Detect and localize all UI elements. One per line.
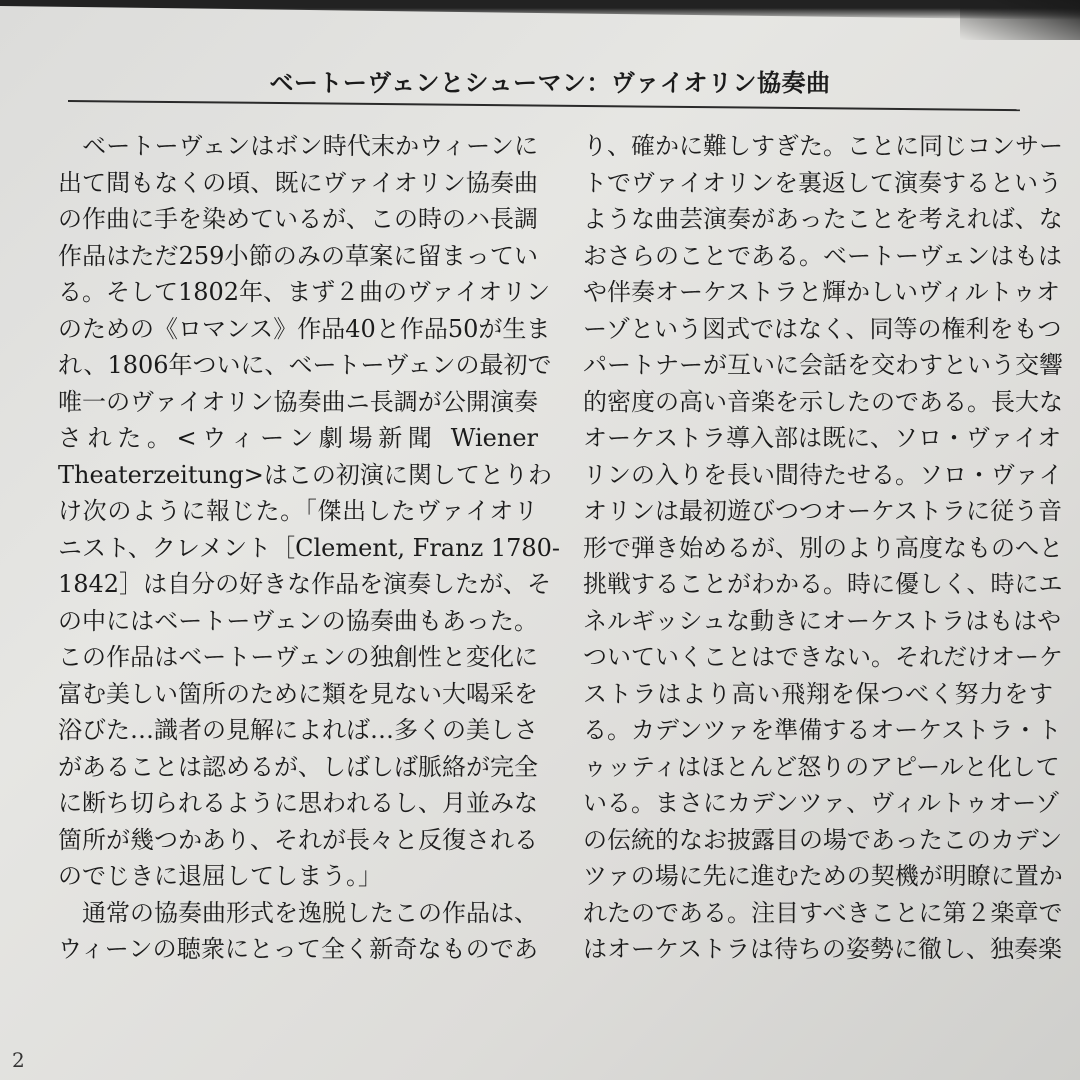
right-column [583,128,1063,968]
left-column-line: の中にはベートーヴェンの協奏曲もあった。 [58,606,538,635]
left-column-line: の作曲に手を染めているが、この時のハ長調 [58,205,538,233]
left-column-line: Theaterzeitung>はこの初演に関してとりわ [58,460,552,489]
left-column-line: 1842］は自分の好きな作品を演奏したが、そ [58,570,552,598]
left-column-line: 出て間もなくの頃、既にヴァイオリン協奏曲 [58,168,538,197]
right-column-line: パートナーが互いに会話を交わすという交響 [583,351,1063,379]
right-column-line: れたのである。注目すべきことに第２楽章で [583,898,1063,927]
right-column-line: ツァの場に先に進むための契機が明瞭に置か [583,862,1063,890]
right-column-line: ーゾという図式ではなく、同等の権利をもつ [583,314,1062,343]
left-column-line: のでじきに退屈してしまう。」 [58,862,382,890]
right-column-line: ゥッティはほとんど怒りのアピールと化して [583,752,1060,781]
left-column-line: 通常の協奏曲形式を逸脱したこの作品は、 [58,898,538,927]
right-column-line: 挑戦することがわかる。時に優しく、時にエ [583,570,1063,598]
right-column-line: ような曲芸演奏があったことを考えれば、な [583,205,1063,233]
left-column-line: ベートーヴェンはボン時代末かウィーンに [58,132,538,160]
right-column-line: や伴奏オーケストラと輝かしいヴィルトゥオ [583,278,1060,306]
right-column-line: 形で弾き始めるが、別のより高度なものへと [583,533,1063,562]
left-column-line: があることは認めるが、しばしば脈絡が完全 [58,752,538,781]
right-column-line: ネルギッシュな動きにオーケストラはもはや [583,606,1062,635]
left-column-line: に断ち切られるように思われるし、月並みな [58,789,538,817]
right-column-line: おさらのことである。ベートーヴェンはもは [583,241,1063,270]
left-column-line: る。そして1802年、まず２曲のヴァイオリン [58,278,551,306]
left-column-line: この作品はベートーヴェンの独創性と変化に [58,643,538,671]
page-number: 2 [12,1048,25,1072]
right-column-line: はオーケストラは待ちの姿勢に徹し、独奏楽 [583,935,1063,963]
right-column-line: り、確かに難しすぎた。ことに同じコンサー [583,132,1063,160]
right-column-line: の伝統的なお披露目の場であったこのカデン [583,825,1063,854]
left-column-line: 箇所が幾つかあり、それが長々と反復される [58,825,538,854]
page-corner-shadow [960,0,1080,40]
right-column-line: ストラはより高い飛翔を保つべく努力をす [583,679,1053,708]
right-column-line: いる。まさにカデンツァ、ヴィルトゥオーゾ [583,789,1060,817]
right-column-line: トでヴァイオリンを裏返して演奏するという [583,168,1063,197]
left-column-line: 富む美しい箇所のために類を見ない大喝采を [58,679,538,708]
right-column-line: オーケストラ導入部は既に、ソロ・ヴァイオ [583,424,1062,452]
title-rule [68,100,1020,111]
left-column-line: 作品はただ259小節のみの草案に留まってい [58,241,538,270]
left-column-line: 唯一のヴァイオリン協奏曲ニ長調が公開演奏 [58,387,538,416]
left-column-line: れ、1806年ついに、ベートーヴェンの最初で [58,351,552,379]
left-column-line: け次のように報じた。「傑出したヴァイオリ [58,497,538,525]
right-column-line: オリンは最初遊びつつオーケストラに従う音 [583,497,1063,525]
left-column-line: ニスト、クレメント［Clement, Franz 1780- [58,533,561,562]
left-column-line: 浴びた…識者の見解によれば…多くの美しさ [58,716,538,744]
right-column-line: ついていくことはできない。それだけオーケ [583,643,1063,671]
page-top-shadow [0,0,1080,20]
left-column-line: された。<ウィーン劇場新聞 Wiener [58,424,538,452]
right-column-line: る。カデンツァを準備するオーケストラ・ト [583,716,1062,744]
left-column-line: ウィーンの聴衆にとって全く新奇なものであ [58,935,538,963]
right-column-line: リンの入りを長い間待たせる。ソロ・ヴァイ [583,460,1063,489]
right-column-line: 的密度の高い音楽を示したのである。長大な [583,387,1063,416]
left-column-line: のための《ロマンス》作品40と作品50が生ま [58,314,551,343]
running-title: ベートーヴェンとシューマン：ヴァイオリン協奏曲 [269,69,831,97]
left-column [58,128,561,968]
